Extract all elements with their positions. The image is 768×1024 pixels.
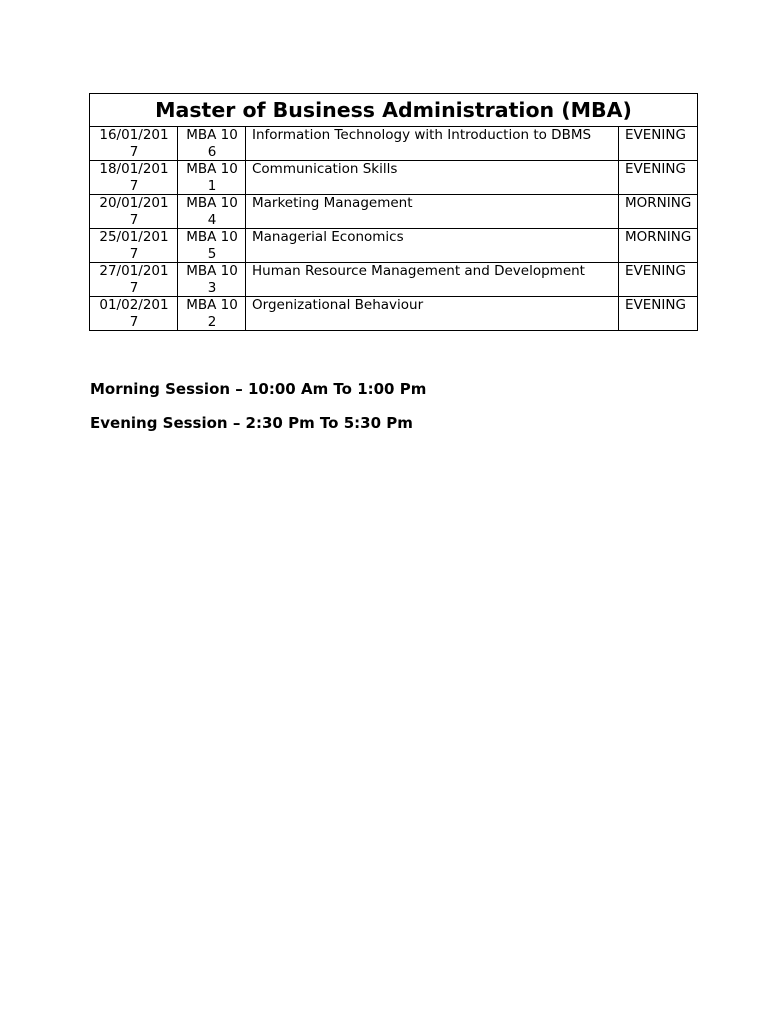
exam-date: 20/01/2017 xyxy=(90,195,178,229)
exam-session: MORNING xyxy=(619,195,698,229)
table-row xyxy=(90,127,698,161)
exam-date: 18/01/2017 xyxy=(90,161,178,195)
evening-session-note: Evening Session – 2:30 Pm To 5:30 Pm xyxy=(90,414,413,432)
course-subject: Human Resource Management and Development xyxy=(246,263,619,297)
course-subject: Managerial Economics xyxy=(246,229,619,263)
exam-session: MORNING xyxy=(619,229,698,263)
course-subject: Information Technology with Introduction to DBMS xyxy=(246,127,619,161)
course-code: MBA 106 xyxy=(178,127,246,161)
course-subject: Marketing Management xyxy=(246,195,619,229)
exam-date: 27/01/2017 xyxy=(90,263,178,297)
exam-date: 16/01/2017 xyxy=(90,127,178,161)
table-row xyxy=(90,297,698,331)
course-subject: Orgenizational Behaviour xyxy=(246,297,619,331)
morning-session-note: Morning Session – 10:00 Am To 1:00 Pm xyxy=(90,380,427,398)
exam-session: EVENING xyxy=(619,161,698,195)
course-code: MBA 102 xyxy=(178,297,246,331)
course-code: MBA 105 xyxy=(178,229,246,263)
exam-session: EVENING xyxy=(619,127,698,161)
exam-session: EVENING xyxy=(619,297,698,331)
table-row xyxy=(90,263,698,297)
table-row xyxy=(90,195,698,229)
exam-date: 01/02/2017 xyxy=(90,297,178,331)
exam-schedule-table xyxy=(89,93,698,331)
exam-session: EVENING xyxy=(619,263,698,297)
course-code: MBA 104 xyxy=(178,195,246,229)
table-title: Master of Business Administration (MBA) xyxy=(90,94,698,127)
table-row xyxy=(90,229,698,263)
table-title-row xyxy=(90,94,698,127)
course-code: MBA 101 xyxy=(178,161,246,195)
exam-date: 25/01/2017 xyxy=(90,229,178,263)
course-subject: Communication Skills xyxy=(246,161,619,195)
course-code: MBA 103 xyxy=(178,263,246,297)
table-row xyxy=(90,161,698,195)
